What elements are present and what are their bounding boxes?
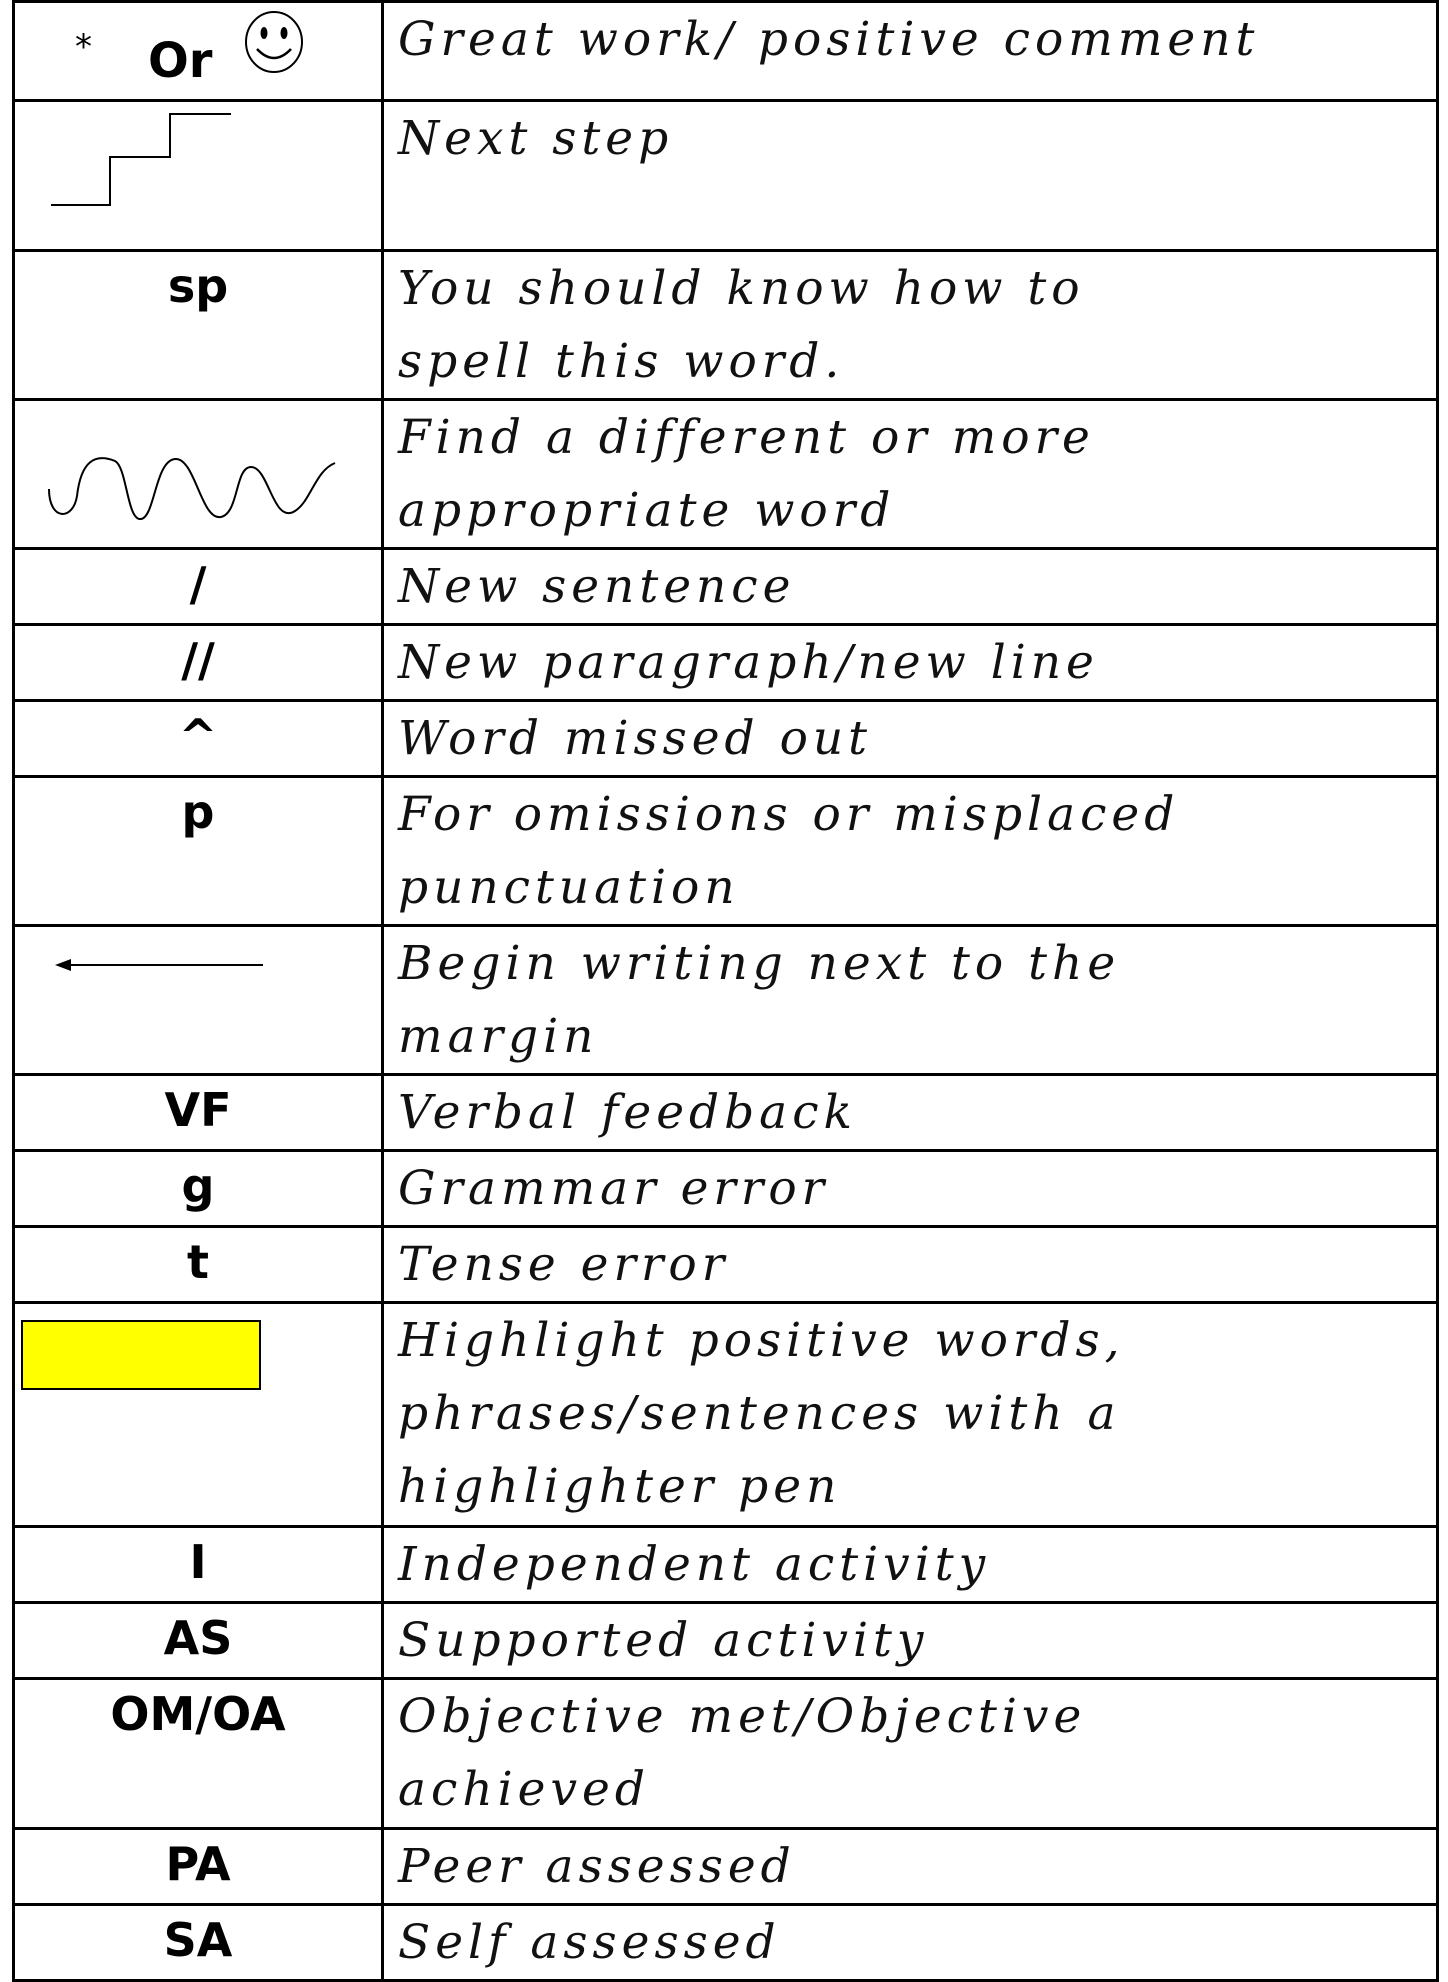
description-cell: Objective met/Objective achieved	[383, 1679, 1438, 1829]
table-row	[14, 1603, 1438, 1679]
symbol-cell	[14, 101, 383, 251]
symbol-cell	[14, 625, 383, 701]
table-row	[14, 2, 1438, 101]
symbol-cell	[14, 1227, 383, 1303]
symbol-text: ^	[178, 709, 218, 763]
symbol-cell	[14, 2, 383, 101]
description-cell: New sentence	[383, 549, 1438, 625]
symbol-cell	[14, 400, 383, 549]
symbol-cell	[14, 1603, 383, 1679]
symbol-cell	[14, 777, 383, 926]
symbol-cell	[14, 1905, 383, 1981]
table-row	[14, 101, 1438, 251]
description-cell: Word missed out	[383, 701, 1438, 777]
symbol-text: OM/OA	[110, 1687, 286, 1741]
marking-codes-table	[12, 0, 1439, 1982]
description-cell: Grammar error	[383, 1151, 1438, 1227]
table-row	[14, 625, 1438, 701]
symbol-text: //	[181, 633, 215, 687]
symbol-text: AS	[163, 1611, 233, 1665]
description-cell: New paragraph/new line	[383, 625, 1438, 701]
symbol-text: I	[189, 1535, 207, 1589]
symbol-text: VF	[164, 1083, 232, 1137]
or-label: Or	[148, 33, 213, 89]
description-cell: Supported activity	[383, 1603, 1438, 1679]
symbol-text: /	[189, 557, 207, 611]
description-cell: Self assessed	[383, 1905, 1438, 1981]
symbol-cell	[14, 701, 383, 777]
symbol-text: SA	[163, 1913, 233, 1967]
table-row	[14, 1303, 1438, 1527]
description-cell: You should know how to spell this word.	[383, 251, 1438, 400]
symbol-cell	[14, 1075, 383, 1151]
table-row	[14, 251, 1438, 400]
table-row	[14, 1679, 1438, 1829]
table-row	[14, 1829, 1438, 1905]
symbol-cell	[14, 1151, 383, 1227]
description-cell: Independent activity	[383, 1527, 1438, 1603]
table-row	[14, 1227, 1438, 1303]
symbol-text: g	[181, 1159, 215, 1213]
symbol-cell	[14, 1303, 383, 1527]
description-cell: Find a different or more appropriate word	[383, 400, 1438, 549]
description-cell: Begin writing next to the margin	[383, 926, 1438, 1075]
symbol-cell	[14, 926, 383, 1075]
description-cell: For omissions or misplaced punctuation	[383, 777, 1438, 926]
star-symbol: *	[75, 27, 92, 67]
symbol-cell	[14, 549, 383, 625]
smiley-face-icon	[243, 9, 305, 75]
yellow-highlight-swatch	[21, 1320, 261, 1390]
description-cell: Great work/ positive comment	[383, 2, 1438, 101]
next-step-stairs-icon	[15, 102, 381, 248]
table-row	[14, 1075, 1438, 1151]
table-row	[14, 1905, 1438, 1981]
description-cell: Peer assessed	[383, 1829, 1438, 1905]
description-cell: Tense error	[383, 1227, 1438, 1303]
symbol-cell	[14, 1829, 383, 1905]
table-row	[14, 777, 1438, 926]
table-row	[14, 549, 1438, 625]
symbol-text: p	[181, 785, 215, 839]
symbol-cell	[14, 1679, 383, 1829]
symbol-text: t	[187, 1235, 209, 1289]
left-arrow-icon	[15, 927, 381, 1072]
table-row	[14, 926, 1438, 1075]
description-cell: Verbal feedback	[383, 1075, 1438, 1151]
table-row	[14, 1151, 1438, 1227]
wavy-underline-icon	[15, 401, 381, 545]
table-row	[14, 1527, 1438, 1603]
symbol-text: sp	[167, 259, 229, 313]
table-row	[14, 701, 1438, 777]
symbol-cell	[14, 1527, 383, 1603]
description-cell: Next step	[383, 101, 1438, 251]
symbol-cell	[14, 251, 383, 400]
symbol-text: PA	[165, 1837, 231, 1891]
description-cell: Highlight positive words, phrases/sentences with a highlighter pen	[383, 1303, 1438, 1527]
table-row	[14, 400, 1438, 549]
